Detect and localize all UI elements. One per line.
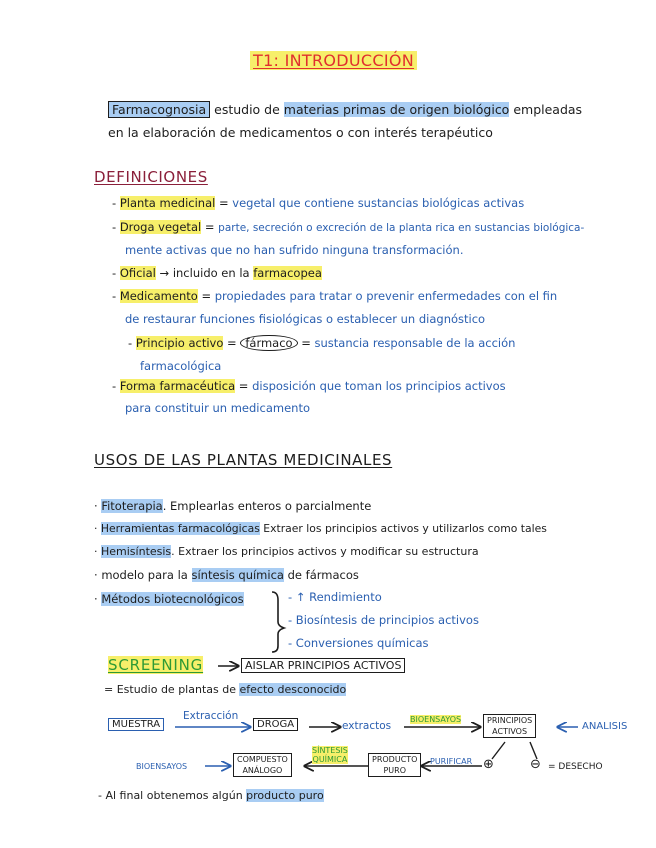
def-sep: = — [223, 336, 241, 350]
def-term: Principio activo — [135, 336, 224, 350]
usos-text: de fármacos — [283, 568, 359, 582]
def-forma-farmaceutica-cont: para constituir un medicamento — [125, 401, 310, 415]
usos-term: Fitoterapia — [101, 499, 163, 513]
def-forma-farmaceutica: - Forma farmacéutica = disposición que toman los principios activos — [112, 379, 506, 393]
compuesto-line-2: ANÁLOGO — [242, 766, 283, 775]
def-term: Planta medicinal — [119, 196, 216, 210]
screening-box: AISLAR PRINCIPIOS ACTIVOS — [241, 658, 405, 673]
def-sep: → — [155, 266, 173, 280]
def-text: disposición que toman los principios activos — [252, 379, 506, 393]
screening-desc — [104, 683, 346, 696]
def-text: parte, secreción o excreción de la planta rica en sustancias biológica- — [218, 222, 585, 234]
minus-icon: ⊖ — [530, 757, 541, 772]
def-text-highlight: farmacopea — [253, 266, 322, 280]
node-droga: DROGA — [253, 718, 298, 731]
final-highlight: producto puro — [246, 789, 324, 802]
intro-term: Farmacognosia — [108, 101, 210, 118]
def-text: sustancia responsable de la acción — [314, 336, 516, 350]
def-sep: = — [197, 289, 215, 303]
def-principio-activo-cont: farmacológica — [140, 359, 222, 373]
plus-icon: ⊕ — [483, 757, 494, 772]
biotech-sub-2: - Biosíntesis de principios activos — [288, 613, 479, 627]
usos-item-fitoterapia: · Fitoterapia. Emplearlas enteros o parcialmente — [94, 499, 372, 513]
label-bioensayos-top: BIOENSAYOS — [410, 715, 462, 724]
principios-line-2: ACTIVOS — [492, 727, 528, 736]
def-sep: = — [235, 379, 253, 393]
biotech-brace — [272, 592, 284, 652]
def-term: Droga vegetal — [119, 220, 202, 234]
biotech-sub-3: - Conversiones químicas — [288, 636, 429, 650]
label-purificar: PURIFICAR — [430, 757, 473, 766]
usos-text: Extraer los principios activos y utilizarlos como tales — [259, 522, 547, 535]
final-text: - Al final obtenemos algún — [98, 789, 247, 802]
intro-line-1 — [108, 102, 582, 117]
usos-term: Herramientas farmacológicas — [100, 522, 260, 535]
def-text: vegetal que contiene sustancias biológicas activas — [232, 196, 525, 210]
def-medicamento-cont: de restaurar funciones fisiológicas o establecer un diagnóstico — [125, 312, 486, 326]
intro-highlight: materias primas de origen biológico — [283, 102, 510, 117]
def-oficial: - Oficial → incluido en la farmacopea — [112, 266, 322, 280]
def-text: incluido en la — [172, 266, 254, 280]
usos-item-hemisintesis: · Hemisíntesis. Extraer los principios activos y modificar su estructura — [94, 545, 479, 558]
label-bioensayos-bottom: BIOENSAYOS — [136, 762, 188, 771]
usos-term: Métodos biotecnológicos — [101, 592, 244, 606]
def-principio-activo: - Principio activo = fármaco = sustancia responsable de la acción — [128, 336, 516, 350]
def-sep: = — [297, 336, 315, 350]
screening-label-text: SCREENING — [108, 656, 204, 674]
label-analisis: ANALISIS — [582, 721, 628, 732]
def-text: propiedades para tratar o prevenir enfermedades con el fin — [214, 289, 558, 303]
usos-text: . Emplearlas enteros o parcialmente — [162, 499, 372, 513]
def-droga-vegetal: - Droga vegetal = parte, secreción o excreción de la planta rica en sustancias biológica- — [112, 220, 585, 234]
usos-term-pre: modelo para la — [101, 568, 192, 582]
usos-item-herramientas: · Herramientas farmacológicas Extraer los principios activos y utilizarlos como tales — [94, 522, 547, 535]
line-principios-plus — [492, 742, 505, 759]
final-line — [98, 789, 324, 802]
label-sintesis-quimica — [312, 746, 348, 764]
def-planta-medicinal: - Planta medicinal = vegetal que contiene sustancias biológicas activas — [112, 196, 525, 210]
sintesis-line-2: QUÍMICA — [312, 755, 348, 764]
producto-line-2: PURO — [383, 766, 406, 775]
def-droga-vegetal-cont: mente activas que no han sufrido ninguna transformación. — [125, 243, 464, 257]
def-term: Oficial — [119, 266, 156, 280]
label-desecho: = DESECHO — [548, 762, 603, 772]
usos-heading: USOS DE LAS PLANTAS MEDICINALES — [94, 451, 393, 469]
page-title: T1: INTRODUCCIÓN — [250, 51, 417, 70]
principios-line-1: PRINCIPIOS — [487, 716, 533, 725]
def-term: Forma farmacéutica — [119, 379, 236, 393]
biotech-sub-1: - ↑ Rendimiento — [288, 590, 382, 604]
node-principios-activos — [483, 714, 536, 738]
definiciones-heading: DEFINICIONES — [94, 168, 208, 186]
def-sep: = — [201, 220, 219, 234]
intro-text-a: estudio de — [214, 102, 280, 117]
usos-text: . Extraer los principios activos y modificar su estructura — [171, 545, 479, 558]
screening-desc-text: = Estudio de plantas de — [104, 683, 240, 696]
usos-term: síntesis química — [191, 568, 284, 582]
usos-item-modelo: · modelo para la síntesis química de fármacos — [94, 568, 359, 582]
sintesis-line-1: SÍNTESIS — [312, 746, 348, 755]
node-muestra: MUESTRA — [108, 718, 164, 731]
def-term: Medicamento — [119, 289, 198, 303]
def-circled-farmaco: fármaco — [240, 335, 297, 351]
node-compuesto-analogo — [233, 753, 292, 777]
compuesto-line-1: COMPUESTO — [237, 755, 288, 764]
usos-item-biotecnologicos: · Métodos biotecnológicos — [94, 592, 244, 606]
label-extraccion: Extracción — [183, 710, 239, 722]
label-extractos: extractos — [342, 720, 392, 732]
intro-text-b: empleadas — [513, 102, 583, 117]
producto-line-1: PRODUCTO — [372, 755, 418, 764]
def-sep: = — [215, 196, 233, 210]
intro-line-2: en la elaboración de medicamentos o con interés terapéutico — [108, 125, 493, 140]
node-producto-puro — [368, 753, 421, 777]
screening-label — [108, 656, 203, 674]
screening-desc-highlight: efecto desconocido — [239, 683, 347, 696]
usos-term: Hemisíntesis — [101, 545, 172, 558]
def-medicamento: - Medicamento = propiedades para tratar o prevenir enfermedades con el fin — [112, 289, 558, 303]
